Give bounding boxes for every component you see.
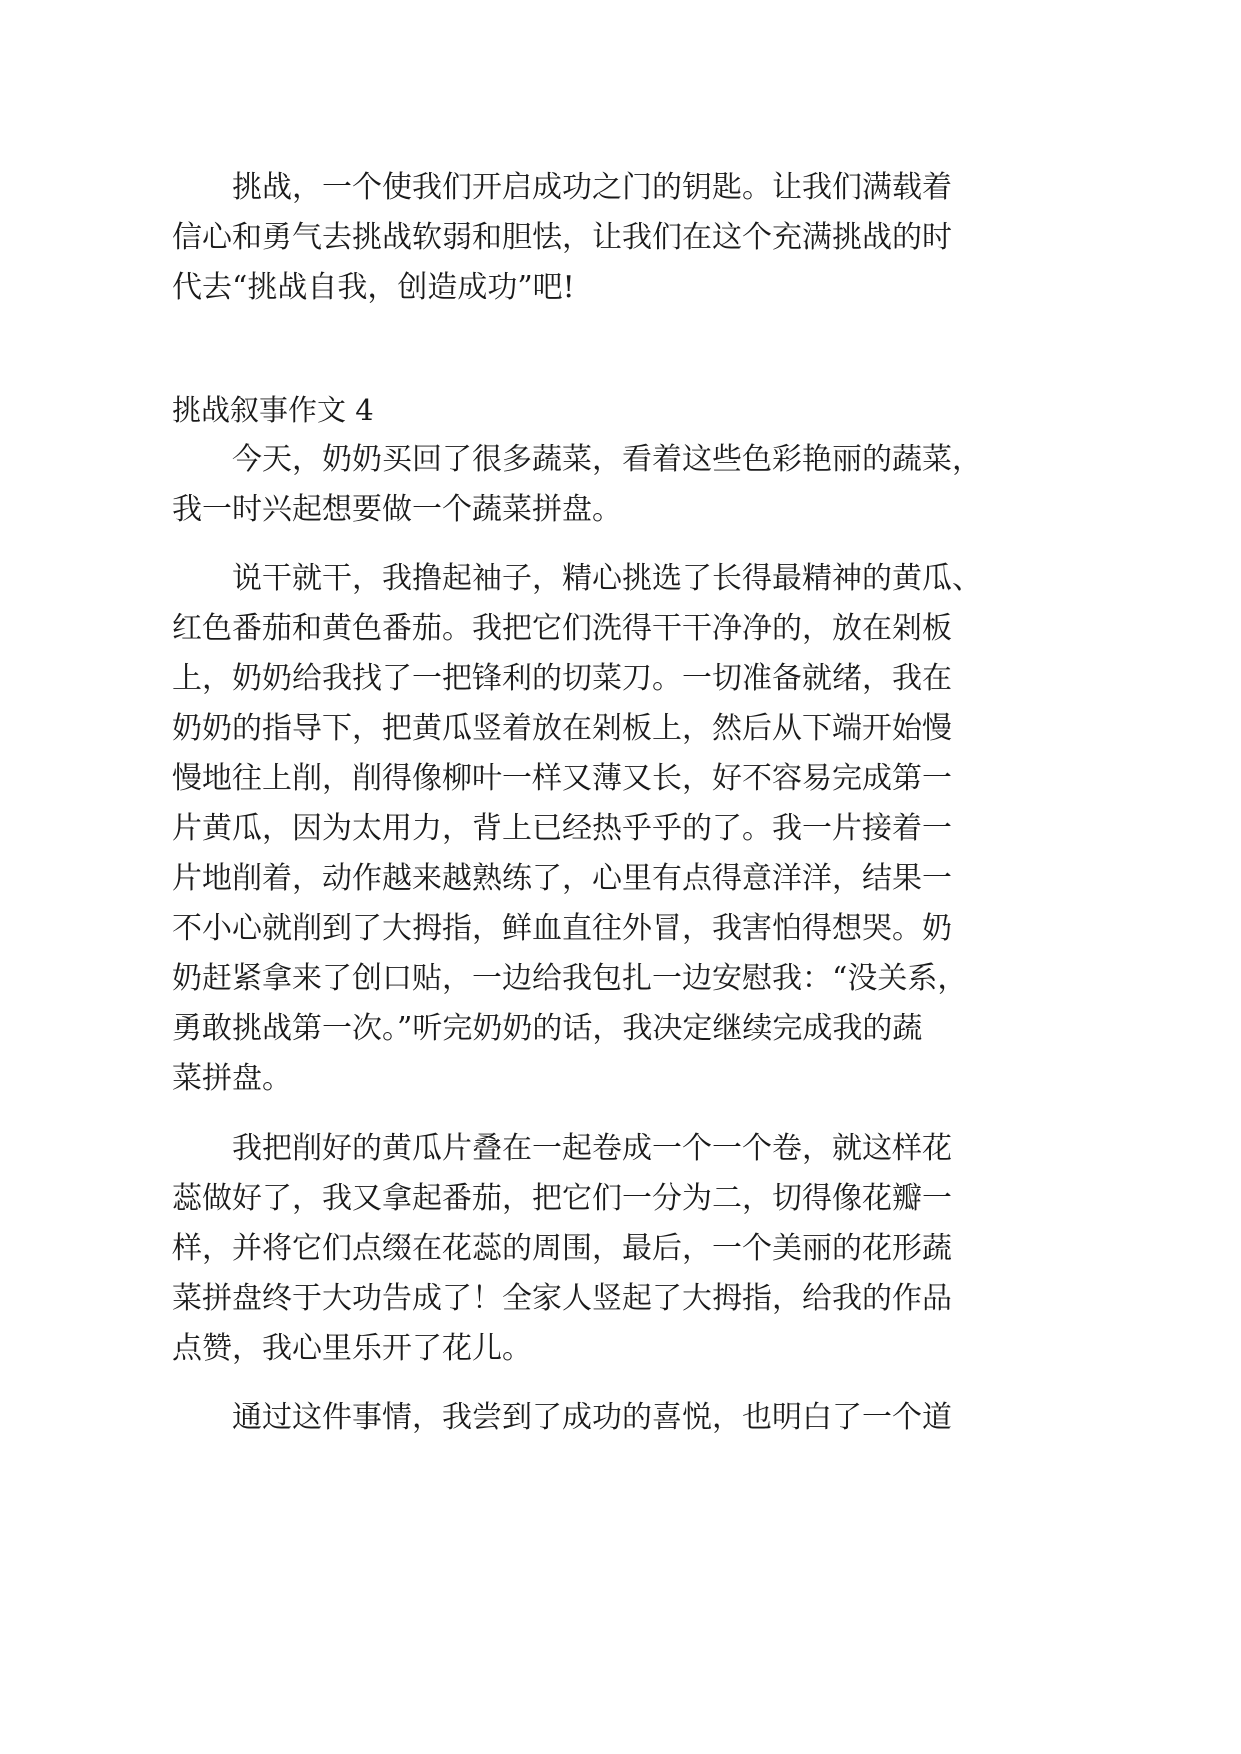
section-heading: 挑战叙事作文 4 — [172, 393, 374, 427]
text-line: 上，奶奶给我找了一把锋利的切菜刀。一切准备就绪，我在 — [172, 661, 952, 696]
text-line: 挑战，一个使我们开启成功之门的钥匙。让我们满载着 — [232, 170, 952, 205]
text-line: 片黄瓜，因为太用力，背上已经热乎乎的了。我一片接着一 — [172, 811, 952, 846]
text-line: 信心和勇气去挑战软弱和胆怯，让我们在这个充满挑战的时 — [172, 220, 952, 255]
text-line: 奶赶紧拿来了创口贴，一边给我包扎一边安慰我：“没关系， — [172, 961, 968, 996]
text-line: 代去“挑战自我，创造成功”吧! — [172, 270, 575, 305]
text-line: 不小心就削到了大拇指，鲜血直往外冒，我害怕得想哭。奶 — [172, 911, 952, 946]
text-line: 勇敢挑战第一次。”听完奶奶的话，我决定继续完成我的蔬 — [172, 1011, 923, 1046]
text-line: 蕊做好了，我又拿起番茄，把它们一分为二，切得像花瓣一 — [172, 1181, 952, 1216]
text-line: 慢地往上削，削得像柳叶一样又薄又长，好不容易完成第一 — [172, 761, 952, 796]
text-line: 样，并将它们点缀在花蕊的周围，最后，一个美丽的花形蔬 — [172, 1231, 952, 1266]
text-line: 今天，奶奶买回了很多蔬菜，看着这些色彩艳丽的蔬菜， — [232, 442, 982, 477]
text-line: 红色番茄和黄色番茄。我把它们洗得干干净净的，放在剁板 — [172, 611, 952, 646]
text-line: 我把削好的黄瓜片叠在一起卷成一个一个卷，就这样花 — [232, 1131, 952, 1166]
text-line: 片地削着，动作越来越熟练了，心里有点得意洋洋，结果一 — [172, 861, 952, 896]
text-line: 我一时兴起想要做一个蔬菜拼盘。 — [172, 492, 622, 527]
text-line: 点赞，我心里乐开了花儿。 — [172, 1331, 532, 1366]
text-line: 菜拼盘终于大功告成了！全家人竖起了大拇指，给我的作品 — [172, 1281, 952, 1316]
text-line: 通过这件事情，我尝到了成功的喜悦，也明白了一个道 — [232, 1400, 952, 1435]
text-line: 菜拼盘。 — [172, 1061, 292, 1096]
text-line: 说干就干，我撸起袖子，精心挑选了长得最精神的黄瓜、 — [232, 561, 982, 596]
text-line: 奶奶的指导下，把黄瓜竖着放在剁板上，然后从下端开始慢 — [172, 711, 952, 746]
